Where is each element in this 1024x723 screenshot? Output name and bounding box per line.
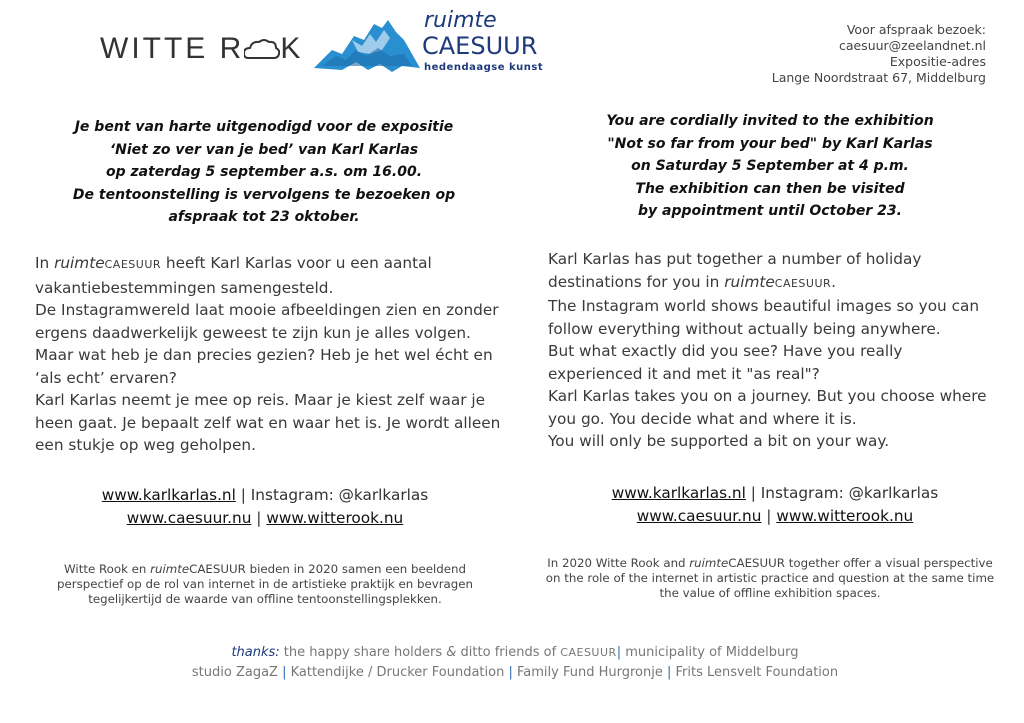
body-nl-intro: In ruimteCAESUUR heeft Karl Karlas voor u een aantal vakantiebestemmingen samengesteld. [35,254,432,297]
body-text-en [548,248,988,453]
small-text-nl: Witte Rook en ruimteCAESUUR bieden in 2020 samen een beeldend perspectief op de rol van internet in de artistieke praktijk en bevragen tegelijkertijd de waarde van offline tentoonstellingsplekken. [56,562,474,606]
logo-caesuur: CAESUUR [422,32,538,60]
invite-nl-line: ‘Niet zo ver van je bed’ van Karl Karlas [109,141,419,158]
invite-en-line: on Saturday 5 September at 4 p.m. [631,158,909,174]
invite-nl-line: afspraak tot 23 oktober. [168,209,360,225]
invite-nl-line: Je bent van harte uitgenodigd voor de expositie [74,119,454,135]
contact-line-1: Voor afspraak bezoek: [846,22,986,37]
body-en-intro: Karl Karlas has put together a number of holiday destinations for you in ruimteCAESUUR. [548,250,922,291]
body-nl-paragraph: De Instagramwereld laat mooie afbeeldingen zien en zonder ergens daadwerkelijk geweest te zijn kun je alles volgen. Maar wat heb je dan precies gezien? Heb je het wel écht en ‘als echt’ ervaren? [35,301,499,387]
witterook-link[interactable]: www.witterook.nu [776,506,914,525]
thanks-line-2: studio ZagaZ | Kattendijke / Drucker Foundation | Family Fund Hurgronje | Frits Lensvelt Foundation [191,665,839,680]
ruimte-caesuur-logo [312,6,548,84]
instagram-text: | Instagram: @karlkarlas [745,484,939,502]
invite-en-line: The exhibition can then be visited [635,180,905,197]
invitation-en [560,110,980,223]
body-text-nl [35,252,505,457]
body-en-paragraph: You will only be supported a bit on your way. [548,432,890,450]
caesuur-link[interactable]: www.caesuur.nu [636,506,762,525]
separator: | [616,645,622,660]
karlkarlas-link[interactable]: www.karlkarlas.nl [611,484,746,502]
contact-line-3: Expositie-adres [889,54,986,69]
invite-en-line: by appointment until October 23. [638,203,902,219]
body-en-paragraph: Karl Karlas takes you on a journey. But you choose where you go. You decide what and where it is. [548,387,987,428]
instagram-text: | Instagram: @karlkarlas [235,486,429,504]
separator: | [256,508,262,527]
contact-block [772,22,986,86]
cloud-icon [244,38,280,62]
contact-address: Lange Noordstraat 67, Middelburg [771,70,986,85]
witterook-link[interactable]: www.witterook.nu [266,508,404,527]
links-nl [50,484,480,529]
logo-tagline: hedendaagse kunst [424,62,544,73]
small-text-en: In 2020 Witte Rook and ruimteCAESUUR together offer a visual perspective on the role of the internet in artistic practice and question at the same time the value of offline exhibition spaces. [545,556,995,600]
separator: | [666,665,672,680]
witte-rook-logo: WITTE R K [100,32,304,65]
mountain-logo-icon [312,10,422,80]
karlkarlas-link[interactable]: www.karlkarlas.nl [101,486,236,504]
thanks-line-1: thanks: the happy share holders & ditto friends of CAESUUR| municipality of Middelburg [231,645,799,660]
invite-nl-line: op zaterdag 5 september a.s. om 16.00. [105,164,423,180]
body-en-paragraph: The Instagram world shows beautiful images so you can follow everything without actually being anywhere. [548,297,980,338]
invitation-nl [55,116,473,229]
body-en-paragraph: But what exactly did you see? Have you really experienced it and met it "as real"? [548,342,903,383]
ampersand: & [446,645,457,660]
invite-en-line: "Not so far from your bed" by Karl Karlas [607,135,933,152]
thanks-block [100,643,930,683]
body-nl-paragraph: Karl Karlas neemt je mee op reis. Maar je kiest zelf waar je heen gaat. Je bepaalt zelf wat en waar het is. Je wordt alleen een stukje op weg geholpen. [35,391,501,454]
logo-ruimte: ruimte [424,8,497,33]
links-en [560,482,990,527]
separator: | [282,665,287,680]
separator: | [508,665,513,680]
separator: | [766,506,772,525]
thanks-label: thanks: [231,645,280,660]
invite-en-line: You are cordially invited to the exhibition [606,113,934,129]
contact-email[interactable]: caesuur@zeelandnet.nl [838,38,986,53]
invite-nl-line: De tentoonstelling is vervolgens te bezoeken op [72,186,456,203]
caesuur-link[interactable]: www.caesuur.nu [126,508,252,527]
